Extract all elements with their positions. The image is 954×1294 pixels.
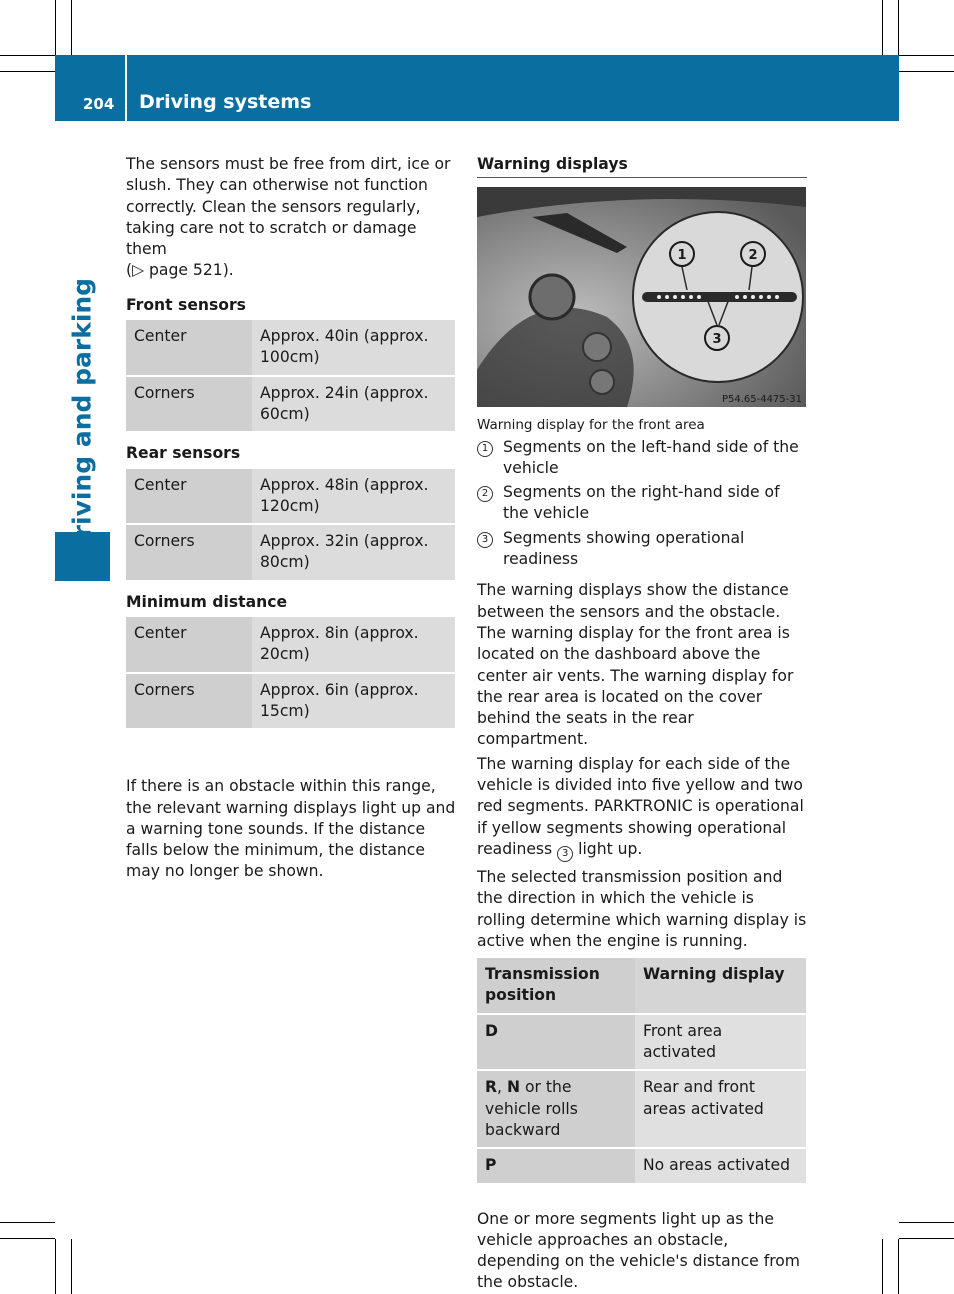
rear-sensors-table xyxy=(126,467,455,582)
crop-mark xyxy=(899,71,954,72)
right-column xyxy=(477,154,807,1294)
table-cell: Approx. 6in (approx. 15cm) xyxy=(252,674,455,729)
list-item xyxy=(477,482,807,525)
crop-mark xyxy=(71,1239,72,1294)
front-sensors-table xyxy=(126,318,455,433)
table-cell: Approx. 24in (approx. 60cm) xyxy=(252,377,455,432)
table-row xyxy=(477,1071,806,1147)
column-header: Warning display xyxy=(635,958,806,1013)
table-row xyxy=(126,469,455,524)
separator-text: , xyxy=(497,1078,507,1097)
column-header: Transmission position xyxy=(477,958,635,1013)
section-title: Driving systems xyxy=(139,91,312,113)
table-cell xyxy=(477,1015,635,1070)
crop-mark xyxy=(71,0,72,55)
list-item-text: Segments on the left-hand side of the vehicle xyxy=(503,437,799,477)
table-cell: Center xyxy=(126,617,252,672)
list-item-text: Segments showing operational readiness xyxy=(503,528,745,569)
table-cell: Approx. 8in (approx. 20cm) xyxy=(252,617,455,672)
crop-mark xyxy=(898,1239,899,1294)
warning-displays-heading: Warning displays xyxy=(477,154,807,178)
callout-legend xyxy=(477,437,807,571)
gear-label: P xyxy=(485,1156,497,1175)
crop-mark xyxy=(898,0,899,55)
page-header xyxy=(55,55,899,121)
list-item xyxy=(477,528,807,571)
table-header-row xyxy=(477,958,806,1013)
svg-text:2: 2 xyxy=(748,248,758,264)
table-row xyxy=(126,674,455,729)
paragraph: The warning displays show the distance between the sensors and the obstacle. The warning display for the front area is located on the dashboard above the center air vents. The warning display for the rear area is located on the cover behind the seats in the rear compartment. xyxy=(477,581,794,749)
page-reference-link[interactable]: (▷ page 521). xyxy=(126,261,234,280)
dashboard-illustration xyxy=(477,187,806,407)
figure-code: P54.65-4475-31 xyxy=(721,394,802,406)
crop-mark xyxy=(0,1238,55,1239)
transmission-table xyxy=(477,956,806,1184)
rear-sensors-heading: Rear sensors xyxy=(126,444,241,463)
list-item xyxy=(477,437,807,480)
table-cell: Corners xyxy=(126,525,252,580)
page-number: 204 xyxy=(83,95,115,113)
chapter-tab-label: Driving and parking xyxy=(67,277,97,559)
front-sensors-heading: Front sensors xyxy=(126,295,246,314)
gear-label: R xyxy=(485,1078,498,1097)
svg-text:3: 3 xyxy=(712,332,722,348)
table-cell xyxy=(477,1149,635,1182)
crop-mark xyxy=(55,0,56,55)
obstacle-paragraph: If there is an obstacle within this range, the relevant warning displays light up and a warning tone sounds. If the distance falls below the minimum, the distance may no longer be shown. xyxy=(126,777,456,881)
crop-mark xyxy=(882,1239,883,1294)
crop-mark xyxy=(0,1222,55,1223)
callout-2 xyxy=(741,242,765,266)
table-row xyxy=(126,377,455,432)
paragraph: The selected transmission position and the direction in which the vehicle is rolling determine which warning display is active when the engine is running. xyxy=(477,867,807,950)
left-column xyxy=(126,154,458,883)
number-badge: 2 xyxy=(477,486,493,502)
intro-paragraph xyxy=(126,154,458,282)
figure-caption: Warning display for the front area xyxy=(477,417,705,434)
minimum-distance-heading: Minimum distance xyxy=(126,592,288,611)
paragraph-text: The warning display for each side of the vehicle is divided into five yellow and two red segments. PARKTRONIC is operational if yellow segments showing operational readiness xyxy=(477,754,804,858)
number-badge: 3 xyxy=(477,532,493,548)
table-cell: Corners xyxy=(126,377,252,432)
table-cell: Center xyxy=(126,320,252,375)
cell-text: or the vehicle rolls backward xyxy=(485,1078,578,1139)
intro-text: The sensors must be free from dirt, ice or slush. They can otherwise not function correctly. Clean the sensors regularly, taking care not to scratch or damage them xyxy=(126,155,451,259)
table-cell xyxy=(477,1071,635,1147)
list-item-text: Segments on the right-hand side of the vehicle xyxy=(503,483,780,523)
callout-3 xyxy=(705,326,729,350)
table-cell: No areas activated xyxy=(635,1149,806,1182)
header-divider xyxy=(125,55,127,121)
minimum-distance-table xyxy=(126,615,455,730)
callout-1 xyxy=(670,242,694,266)
number-badge: 3 xyxy=(557,846,573,862)
table-cell: Approx. 32in (approx. 80cm) xyxy=(252,525,455,580)
table-cell: Front area activated xyxy=(635,1015,806,1070)
paragraph xyxy=(477,754,807,862)
table-cell: Approx. 48in (approx. 120cm) xyxy=(252,469,455,524)
table-row xyxy=(477,1015,806,1070)
table-cell: Corners xyxy=(126,674,252,729)
paragraph-text: light up. xyxy=(578,839,643,858)
table-row xyxy=(126,525,455,580)
table-row xyxy=(126,320,455,375)
crop-mark xyxy=(0,71,55,72)
crop-mark xyxy=(899,1222,954,1223)
table-row xyxy=(477,1149,806,1182)
table-cell: Rear and front areas activated xyxy=(635,1071,806,1147)
number-badge: 1 xyxy=(477,441,493,457)
paragraph: One or more segments light up as the vehicle approaches an obstacle, depending on the vehicle's distance from the obstacle. xyxy=(477,1209,800,1292)
svg-text:1: 1 xyxy=(677,248,687,264)
crop-mark xyxy=(899,55,954,56)
table-cell: Center xyxy=(126,469,252,524)
crop-mark xyxy=(899,1238,954,1239)
table-cell: Approx. 40in (approx. 100cm) xyxy=(252,320,455,375)
crop-mark xyxy=(882,0,883,55)
gear-label: N xyxy=(506,1078,520,1097)
crop-mark xyxy=(55,1239,56,1294)
crop-mark xyxy=(0,55,55,56)
gear-label: D xyxy=(485,1021,498,1040)
table-row xyxy=(126,617,455,672)
warning-display-figure xyxy=(477,187,806,407)
